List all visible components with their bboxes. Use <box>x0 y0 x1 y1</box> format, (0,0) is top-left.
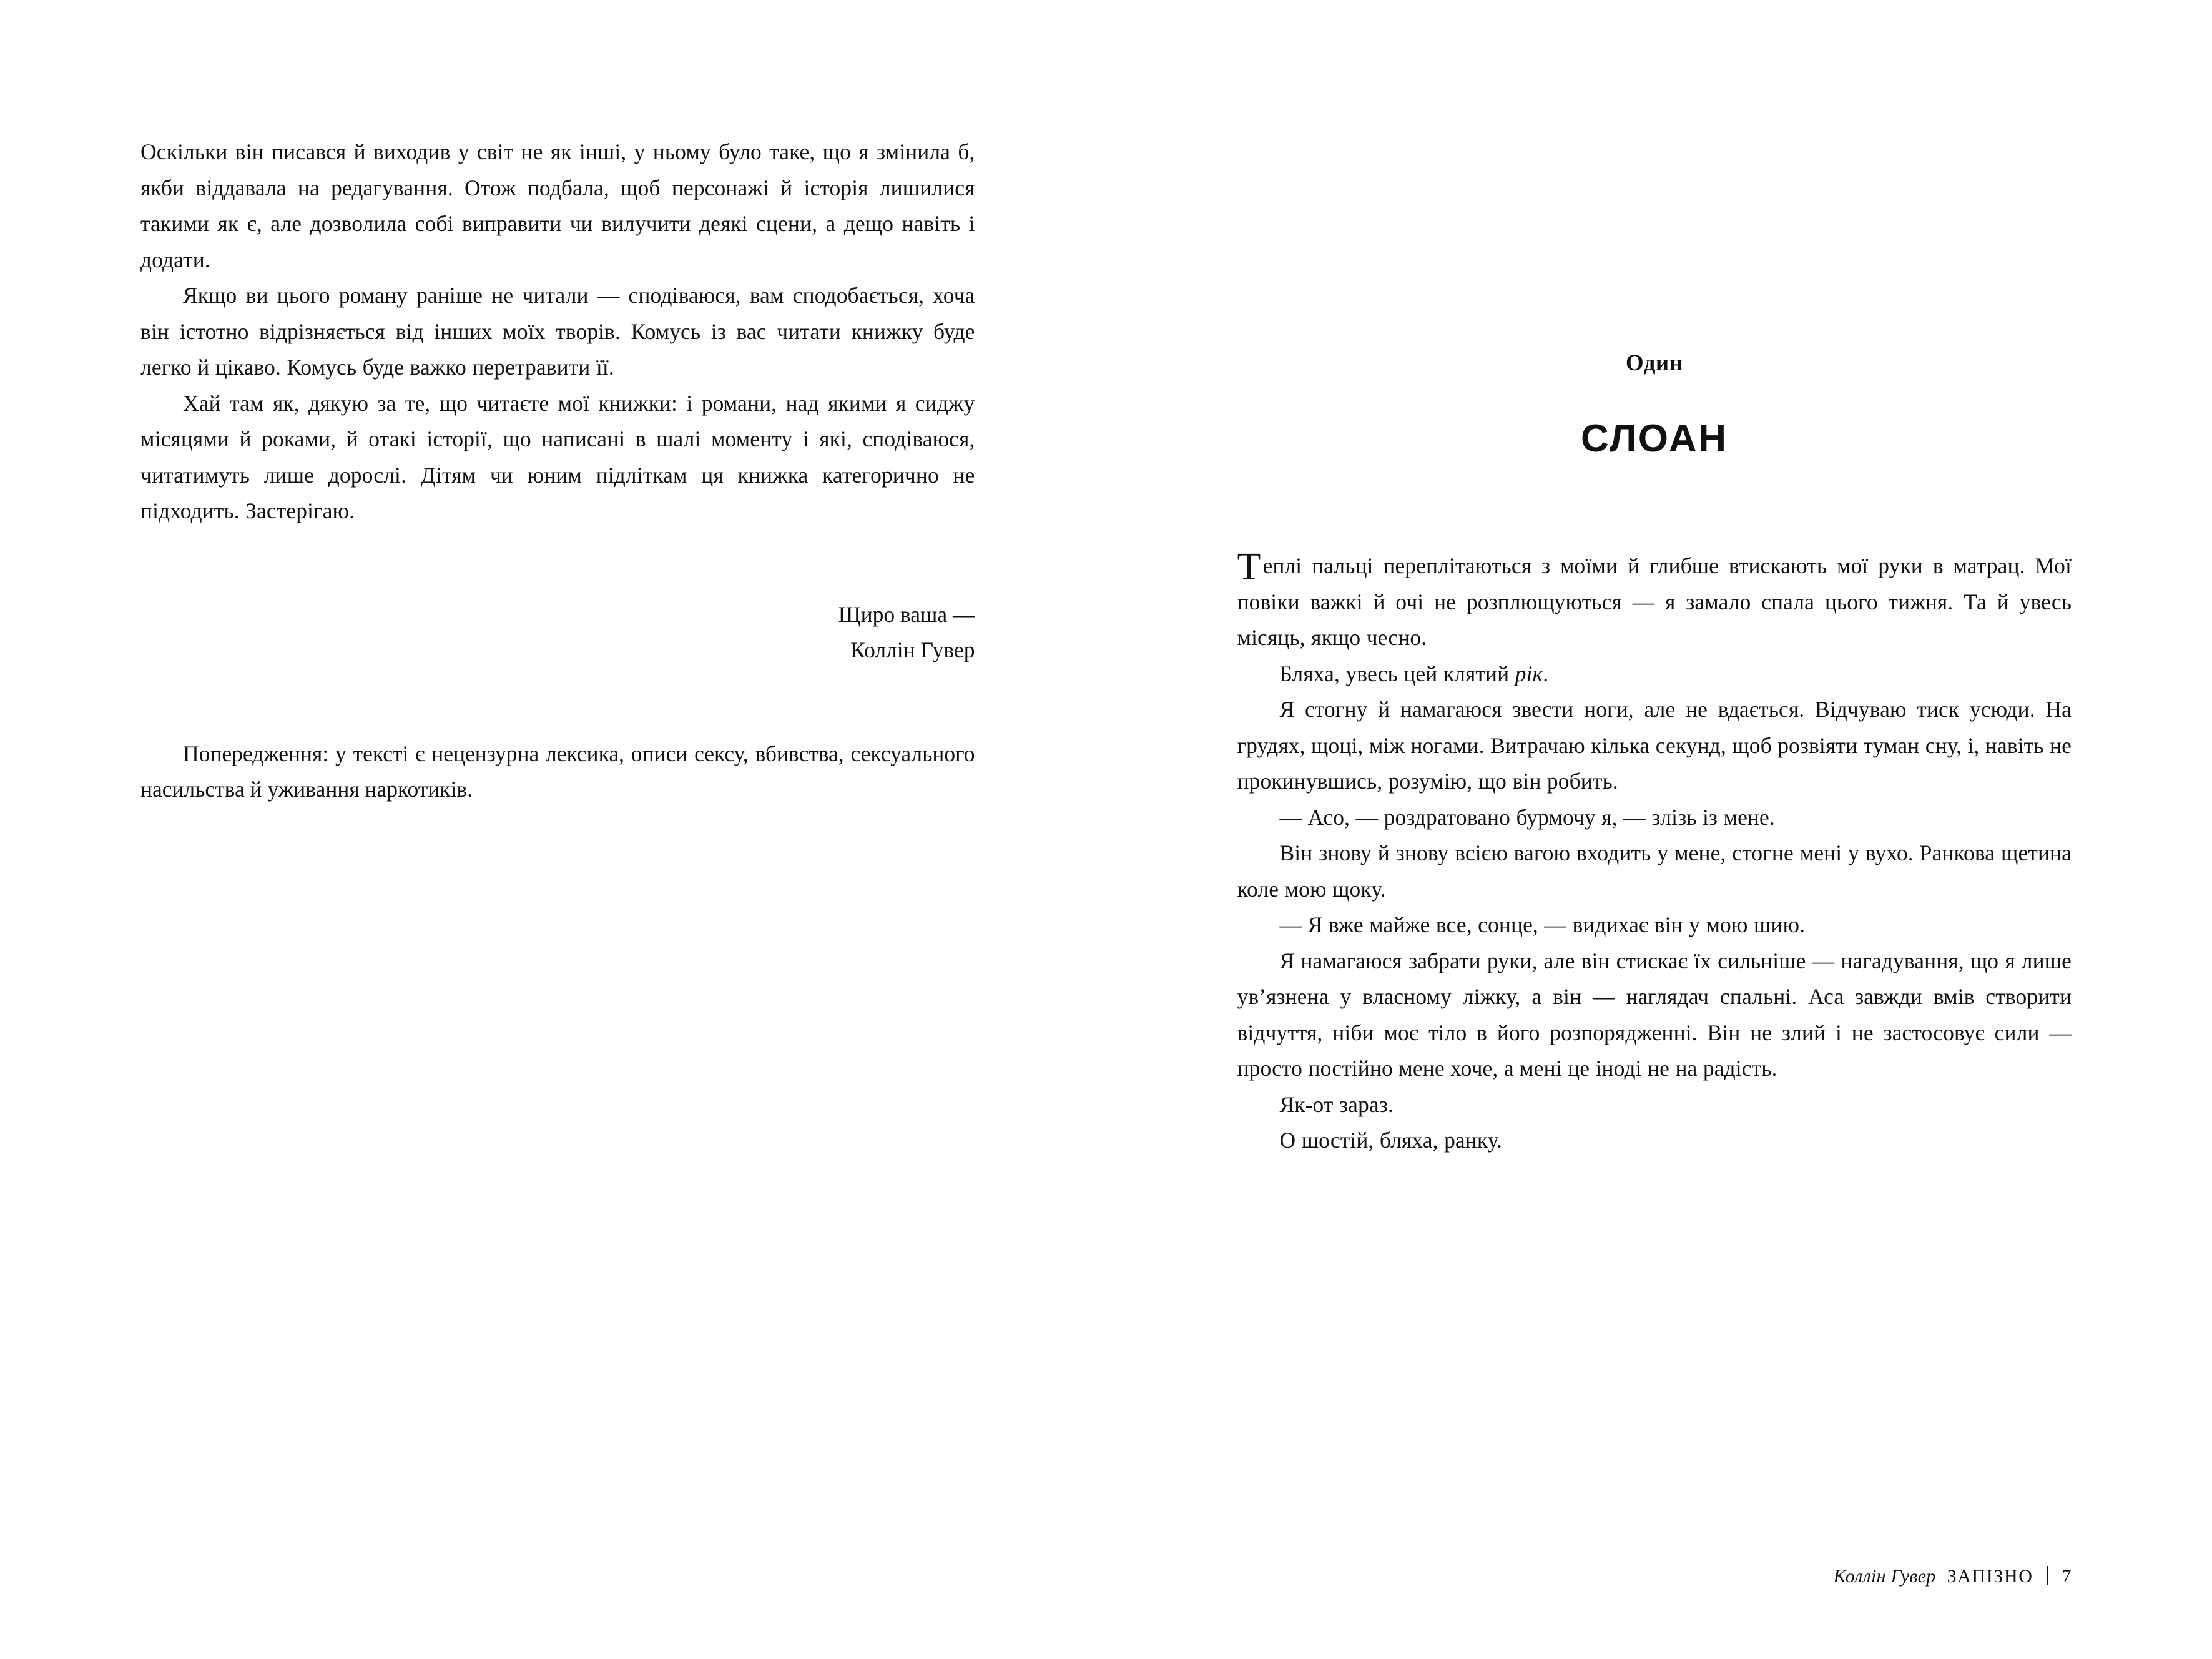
chapter-title: СЛОАН <box>1581 417 1728 460</box>
paragraph-text-before-italic: Бляха, увесь цей клятий <box>1279 661 1515 686</box>
paragraph <box>1237 656 2072 692</box>
right-page-text-column <box>1237 350 2072 1159</box>
paragraph: Я стогну й намагаюся звести ноги, але не вдається. Відчуваю тиск усюди. На грудях, щоці, між ногами. Витрачаю кілька секунд, щоб розвіяти туман сну, і, навіть не прокинувшись, розумію, що він робить. <box>1237 697 2072 794</box>
paragraph: Оскільки він писався й виходив у світ не як інші, у ньому було таке, що я змінила б, якби віддавала на редагування. Отож подбала, щоб персонажі й історія лишилися такими як є, але дозволила собі виправити чи вилучити деякі сцени, а дещо навіть і додати. <box>140 139 975 272</box>
paragraph-text-after-italic: . <box>1543 661 1549 686</box>
paragraph: Хай там як, дякую за те, що читаєте мої книжки: і романи, над якими я сиджу місяцями й роками, й отакі історії, що написані в шалі моменту і які, сподіваюся, читатимуть лише дорослі. Дітям чи юним підліткам ця книжка категорично не підходить. Застерігаю. <box>140 390 975 523</box>
drop-cap: Т <box>1237 546 1261 588</box>
page-number: 7 <box>2062 1566 2072 1587</box>
paragraph: Якщо ви цього роману раніше не читали — сподіваюся, вам сподобається, хоча він істотно відрізняється від інших моїх творів. Комусь із вас читати книжку буде легко й цікаво. Комусь буде важко перетравити її. <box>140 283 975 380</box>
paragraph: — Я вже майже все, сонце, — видихає він у мою шию. <box>1279 912 1806 937</box>
chapter-body <box>1237 548 2072 1159</box>
paragraph: Він знову й знову всією вагою входить у мене, стогне мені у вухо. Ранкова щетина коле мою щоку. <box>1237 840 2072 902</box>
signature-block <box>140 597 975 669</box>
footer-author: Коллін Гувер <box>1833 1566 1936 1587</box>
paragraph: Як-от зараз. <box>1279 1091 1394 1117</box>
left-page-text-column <box>140 134 975 808</box>
paragraph: Я намагаюся забрати руки, але він стискає їх сильніше — нагадування, що я лише ув’язнена у власному ліжку, а він — наглядач спальні. Аса завжди вмів створити відчуття, ніби моє тіло в його розпорядженні. Він не злий і не застосовує сили — просто постійно мене хоче, а мені це іноді не на радість. <box>1237 948 2072 1081</box>
chapter-number: Один <box>1625 350 1683 376</box>
paragraph-text: еплі пальці переплітаються з моїми й глибше втискають мої руки в матрац. Мої повіки важкі й очі не розплющуються — я замало спала цього тижня. Та й увесь місяць, якщо чесно. <box>1237 553 2072 650</box>
right-page <box>1106 0 2212 1659</box>
paragraph: О шостій, бляха, ранку. <box>1279 1128 1502 1153</box>
paragraph-with-dropcap <box>1237 548 2072 656</box>
signature-author: Коллін Гувер <box>850 638 975 662</box>
footer-divider <box>2047 1566 2048 1585</box>
italic-word: рік <box>1515 661 1543 686</box>
signature-closing: Щиро ваша — <box>838 601 975 627</box>
paragraph: — Асо, — роздратовано бурмочу я, — злізь із мене. <box>1279 804 1775 830</box>
content-warning: Попередження: у тексті є нецензурна лексика, описи сексу, вбивства, сексуального насильства й уживання наркотиків. <box>140 741 975 802</box>
page-footer <box>1834 1563 2072 1587</box>
footer-title: ЗАПІЗНО <box>1947 1566 2033 1587</box>
